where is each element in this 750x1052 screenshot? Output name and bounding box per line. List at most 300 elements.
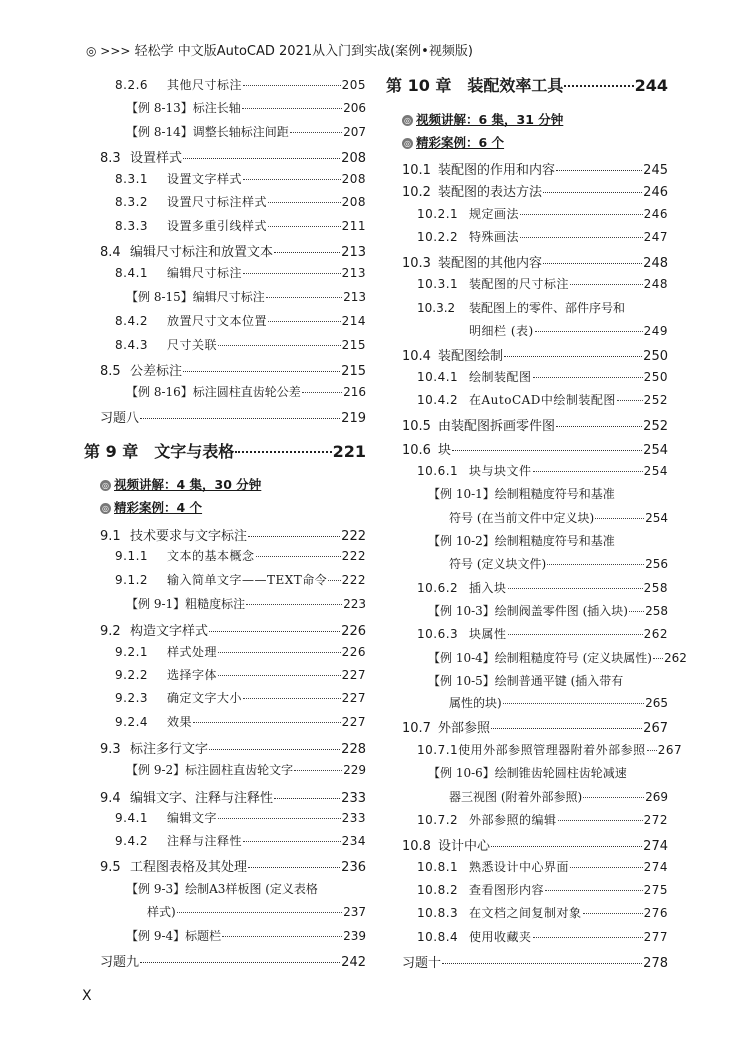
dot-leader: [243, 85, 341, 86]
toc-entry[interactable]: [449, 509, 668, 526]
entry-title: 【例 9-1】粗糙度标注: [126, 597, 246, 611]
toc-entry-line[interactable]: [126, 880, 318, 897]
entry-title: 【例 8-13】标注长轴: [126, 101, 241, 115]
entry-number: 8.5: [100, 364, 121, 379]
entry-page-number: 206: [343, 101, 366, 115]
entry-title: 【例 9-3】绘制A3样板图 (定义表格: [126, 882, 318, 896]
toc-entry[interactable]: [417, 858, 668, 875]
entry-page-number: 208: [341, 195, 366, 209]
entry-page-number: 207: [343, 125, 366, 139]
toc-entry[interactable]: [428, 649, 687, 666]
toc-entry[interactable]: [115, 809, 366, 826]
dot-leader: [140, 418, 340, 419]
entry-title: 效果: [167, 715, 193, 729]
entry-title: 确定文字大小: [167, 691, 243, 705]
toc-entry[interactable]: [449, 694, 668, 711]
video-icon: ◎: [402, 138, 413, 149]
entry-title: 编辑尺寸标注和放置文本: [130, 245, 274, 260]
dot-leader: [653, 658, 663, 659]
toc-entry[interactable]: [115, 689, 366, 706]
entry-number: 8.4: [100, 245, 121, 260]
entry-number: 10.7.2: [417, 813, 459, 827]
entry-page-number: 278: [643, 956, 668, 971]
entry-number: 9.4.2: [115, 834, 149, 848]
toc-entry[interactable]: [417, 811, 668, 828]
toc-entry[interactable]: [417, 462, 668, 479]
toc-entry[interactable]: [402, 717, 668, 736]
entry-title: 文本的基本概念: [167, 549, 255, 563]
dot-leader: [266, 297, 342, 298]
entry-page-number: 256: [645, 557, 668, 571]
toc-entry[interactable]: [115, 264, 366, 281]
entry-title: 其他尺寸标注: [167, 78, 243, 92]
entry-number: 9.1.1: [115, 549, 149, 563]
dot-leader: [503, 703, 644, 704]
entry-number: 10.6.3: [417, 627, 459, 641]
toc-entry[interactable]: [402, 345, 668, 364]
toc-entry[interactable]: [115, 336, 366, 353]
entry-page-number: 226: [341, 624, 366, 639]
entry-number: 10.8.2: [417, 883, 459, 897]
chapter-heading[interactable]: [84, 439, 366, 462]
entry-number: 10.6: [402, 443, 431, 458]
toc-entry[interactable]: [115, 76, 366, 93]
entry-title: 编辑文字、注释与注释性: [130, 791, 274, 806]
entry-page-number: 274: [643, 839, 668, 854]
dot-leader: [617, 400, 643, 401]
entry-page-number: 234: [341, 834, 366, 848]
video-icon: ◎: [100, 480, 111, 491]
toc-entry-line[interactable]: [428, 532, 615, 549]
entry-title: 符号 (在当前文件中定义块): [449, 511, 595, 525]
entry-page-number: 233: [341, 791, 366, 806]
entry-number: 9.4: [100, 791, 121, 806]
entry-number: 8.3.1: [115, 172, 149, 186]
entry-number: 8.4.3: [115, 338, 149, 352]
entry-page-number: 239: [343, 929, 366, 943]
entry-title: 第 9 章 文字与表格: [84, 442, 235, 461]
entry-title: 【例 8-15】编辑尺寸标注: [126, 290, 265, 304]
toc-entry[interactable]: [449, 555, 668, 572]
entry-title: 习题十: [402, 956, 442, 971]
entry-title: 【例 9-4】标题栏: [126, 929, 222, 943]
dot-leader: [520, 214, 643, 215]
dot-leader: [504, 356, 642, 357]
entry-number: 10.8.3: [417, 906, 459, 920]
entry-title: 装配图上的零件、部件序号和: [469, 301, 626, 315]
dot-leader: [533, 377, 643, 378]
entry-number: 10.6.2: [417, 581, 459, 595]
toc-entry[interactable]: [417, 391, 668, 408]
entry-page-number: 228: [341, 742, 366, 757]
entry-title: 装配图的尺寸标注: [469, 277, 570, 291]
dot-leader: [570, 867, 643, 868]
entry-number: 10.8: [402, 839, 431, 854]
entry-page-number: 275: [643, 883, 668, 897]
entry-page-number: 252: [643, 419, 668, 434]
entry-page-number: 267: [643, 721, 668, 736]
entry-number: 8.3.2: [115, 195, 149, 209]
toc-entry[interactable]: [100, 407, 366, 426]
dot-leader: [452, 450, 642, 451]
dot-leader: [290, 132, 342, 133]
toc-entry[interactable]: [126, 99, 366, 116]
entry-title: 块与块文件: [469, 464, 532, 478]
entry-page-number: 248: [643, 277, 668, 291]
toc-entry[interactable]: [417, 228, 668, 245]
entry-title: 由装配图拆画零件图: [438, 419, 556, 434]
entry-title: 选择字体: [167, 668, 218, 682]
entry-page-number: 252: [643, 393, 668, 407]
entry-number: 8.3.3: [115, 219, 149, 233]
badge-text: 精彩案例：6 个: [416, 135, 505, 150]
entry-number: 9.4.1: [115, 811, 149, 825]
entry-number: 10.8.4: [417, 930, 459, 944]
toc-entry[interactable]: [126, 927, 366, 944]
entry-title: 注释与注释性: [167, 834, 243, 848]
toc-entry[interactable]: [402, 439, 668, 458]
entry-title: 【例 10-1】绘制粗糙度符号和基准: [428, 487, 615, 501]
toc-entry[interactable]: [100, 738, 366, 757]
entry-title: 在文档之间复制对象: [469, 906, 582, 920]
toc-entry[interactable]: [417, 881, 668, 898]
toc-entry[interactable]: [417, 904, 668, 921]
dot-leader: [256, 556, 341, 557]
toc-entry[interactable]: [115, 193, 366, 210]
dot-leader: [248, 867, 340, 868]
toc-entry[interactable]: [126, 761, 366, 778]
entry-page-number: 219: [341, 411, 366, 426]
badge-text: 视频讲解：6 集，31 分钟: [416, 112, 564, 127]
toc-entry[interactable]: [115, 571, 366, 588]
entry-number: 10.2.1: [417, 207, 459, 221]
header-title: 轻松学 中文版AutoCAD 2021从入门到实战(案例•视频版): [134, 44, 473, 59]
entry-title: 设置样式: [130, 151, 183, 166]
entry-page-number: 274: [643, 860, 668, 874]
dot-leader: [243, 698, 341, 699]
dot-leader: [140, 962, 340, 963]
dot-leader: [570, 284, 643, 285]
toc-entry[interactable]: [100, 525, 366, 544]
dot-leader: [556, 170, 642, 171]
toc-entry-line[interactable]: [428, 485, 615, 502]
entry-title: 在AutoCAD中绘制装配图: [469, 393, 616, 407]
entry-title: 熟悉设计中心界面: [469, 860, 570, 874]
dot-leader: [564, 85, 633, 87]
dot-leader: [177, 912, 342, 913]
toc-entry[interactable]: [402, 252, 668, 271]
dot-leader: [442, 963, 642, 964]
entry-number: 9.2: [100, 624, 121, 639]
entry-title: 设计中心: [438, 839, 491, 854]
toc-entry[interactable]: [402, 159, 668, 178]
entry-title: 【例 10-5】绘制普通平键 (插入带有: [428, 674, 624, 688]
entry-page-number: 208: [341, 151, 366, 166]
toc-entry[interactable]: [417, 368, 668, 385]
entry-page-number: 246: [643, 185, 668, 200]
entry-page-number: 223: [343, 597, 366, 611]
dot-leader: [543, 192, 642, 193]
toc-entry[interactable]: [402, 181, 668, 200]
entry-title: 技术要求与文字标注: [130, 529, 248, 544]
header-mark: ◎ >>>: [86, 44, 131, 58]
dot-leader: [268, 226, 341, 227]
entry-title: 属性的块): [449, 696, 502, 710]
entry-title: 设置尺寸标注样式: [167, 195, 268, 209]
entry-title: 绘制装配图: [469, 370, 532, 384]
dot-leader: [274, 798, 340, 799]
entry-title: 装配图的表达方法: [438, 185, 543, 200]
dot-leader: [583, 913, 643, 914]
entry-title: 装配图的作用和内容: [438, 163, 556, 178]
toc-entry[interactable]: [126, 595, 366, 612]
entry-page-number: 216: [343, 385, 366, 399]
badge-text: 精彩案例：4 个: [114, 500, 203, 515]
entry-page-number: 214: [341, 314, 366, 328]
entry-title: 习题八: [100, 411, 140, 426]
dot-leader: [556, 426, 642, 427]
entry-page-number: 254: [643, 443, 668, 458]
dot-leader: [508, 588, 643, 589]
dot-leader: [545, 890, 643, 891]
entry-page-number: 250: [643, 349, 668, 364]
toc-entry[interactable]: [100, 620, 366, 639]
toc-entry[interactable]: [115, 666, 366, 683]
toc-entry[interactable]: [469, 322, 668, 339]
dot-leader: [218, 345, 341, 346]
toc-entry[interactable]: [449, 788, 668, 805]
toc-entry[interactable]: [115, 217, 366, 234]
entry-page-number: 215: [341, 338, 366, 352]
toc-entry[interactable]: [115, 547, 366, 564]
entry-title: 器三视图 (附着外部参照): [449, 790, 583, 804]
toc-entry[interactable]: [115, 312, 366, 329]
entry-page-number: 250: [643, 370, 668, 384]
entry-number: 9.3: [100, 742, 121, 757]
toc-entry[interactable]: [126, 123, 366, 140]
entry-page-number: 213: [343, 290, 366, 304]
entry-title: 公差标注: [130, 364, 183, 379]
entry-number: 10.2: [402, 185, 431, 200]
dot-leader: [543, 263, 642, 264]
entry-title: 插入块: [469, 581, 507, 595]
entry-page-number: 277: [643, 930, 668, 944]
dot-leader: [294, 770, 342, 771]
entry-title: 规定画法: [469, 207, 520, 221]
entry-title: 外部参照的编辑: [469, 813, 557, 827]
entry-page-number: 242: [341, 955, 366, 970]
dot-leader: [583, 797, 644, 798]
toc-badge: [100, 475, 261, 493]
entry-page-number: 262: [643, 627, 668, 641]
entry-number: 9.1.2: [115, 573, 149, 587]
toc-entry[interactable]: [100, 241, 366, 260]
toc-entry[interactable]: [417, 928, 668, 945]
entry-page-number: 244: [634, 76, 668, 95]
entry-title: 【例 8-14】调整长轴标注间距: [126, 125, 289, 139]
dot-leader: [209, 631, 340, 632]
entry-title: 装配图的其他内容: [438, 256, 543, 271]
entry-page-number: 237: [343, 905, 366, 919]
dot-leader: [535, 331, 643, 332]
dot-leader: [242, 108, 342, 109]
dot-leader: [268, 321, 341, 322]
entry-title: 【例 10-4】绘制粗糙度符号 (定义块属性): [428, 651, 652, 665]
toc-entry[interactable]: [100, 787, 366, 806]
entry-number: 10.7.1: [417, 743, 459, 757]
entry-title: 放置尺寸文本位置: [167, 314, 268, 328]
dot-leader: [274, 252, 340, 253]
entry-title: 编辑文字: [167, 811, 218, 825]
entry-page-number: 276: [643, 906, 668, 920]
toc-entry[interactable]: [147, 903, 366, 920]
entry-title: 构造文字样式: [130, 624, 209, 639]
entry-title: 标注多行文字: [130, 742, 209, 757]
toc-entry[interactable]: [100, 147, 366, 166]
toc-badge: [402, 133, 504, 151]
toc-entry[interactable]: [417, 205, 668, 222]
entry-number: 8.2.6: [115, 78, 149, 92]
toc-entry[interactable]: [417, 579, 668, 596]
toc-entry[interactable]: [402, 415, 668, 434]
entry-title: 块: [438, 443, 452, 458]
entry-page-number: 222: [341, 573, 366, 587]
entry-page-number: 258: [643, 581, 668, 595]
toc-badge: [100, 498, 202, 516]
entry-title: 块属性: [469, 627, 507, 641]
dot-leader: [246, 604, 342, 605]
entry-page-number: 211: [341, 219, 366, 233]
entry-title: 编辑尺寸标注: [167, 266, 243, 280]
entry-page-number: 222: [341, 529, 366, 544]
entry-number: 10.3.2: [417, 301, 456, 315]
entry-number: 10.7: [402, 721, 431, 736]
entry-title: 第 10 章 装配效率工具: [386, 76, 564, 95]
dot-leader: [533, 471, 643, 472]
page-number: X: [82, 988, 92, 1004]
entry-page-number: 249: [643, 324, 668, 338]
entry-page-number: 208: [341, 172, 366, 186]
entry-number: 8.3: [100, 151, 121, 166]
entry-title: 尺寸关联: [167, 338, 218, 352]
toc-entry[interactable]: [428, 602, 668, 619]
page-header: [86, 40, 473, 59]
dot-leader: [243, 841, 341, 842]
entry-number: 10.3: [402, 256, 431, 271]
entry-title: 【例 9-2】标注圆柱直齿轮文字: [126, 763, 294, 777]
dot-leader: [491, 728, 642, 729]
toc-entry[interactable]: [115, 713, 366, 730]
entry-page-number: 267: [657, 743, 683, 757]
entry-title: 明细栏 (表): [469, 324, 534, 338]
entry-page-number: 205: [341, 78, 366, 92]
entry-page-number: 213: [341, 266, 366, 280]
video-icon: ◎: [402, 115, 413, 126]
entry-page-number: 222: [341, 549, 366, 563]
dot-leader: [193, 722, 341, 723]
entry-number: 9.2.4: [115, 715, 149, 729]
toc-entry-line[interactable]: [428, 672, 623, 689]
entry-page-number: 229: [343, 763, 366, 777]
toc-entry[interactable]: [100, 856, 366, 875]
entry-title: 使用收藏夹: [469, 930, 532, 944]
dot-leader: [508, 634, 643, 635]
entry-page-number: 248: [643, 256, 668, 271]
toc-entry[interactable]: [115, 832, 366, 849]
entry-number: 9.1: [100, 529, 121, 544]
toc-entry-line[interactable]: [428, 764, 627, 781]
entry-page-number: 233: [341, 811, 366, 825]
dot-leader: [218, 818, 341, 819]
dot-leader: [243, 273, 341, 274]
dot-leader: [328, 580, 340, 581]
entry-number: 9.2.3: [115, 691, 149, 705]
dot-leader: [647, 750, 657, 751]
entry-title: 【例 10-6】绘制锥齿轮圆柱齿轮减速: [428, 766, 627, 780]
toc-badge: [402, 110, 563, 128]
entry-number: 10.3.1: [417, 277, 459, 291]
dot-leader: [547, 564, 644, 565]
entry-number: 9.5: [100, 860, 121, 875]
entry-page-number: 213: [341, 245, 366, 260]
entry-page-number: 236: [341, 860, 366, 875]
toc-entry[interactable]: [417, 741, 683, 758]
entry-number: 10.6.1: [417, 464, 459, 478]
toc-entry[interactable]: [100, 360, 366, 379]
dot-leader: [218, 675, 341, 676]
entry-title: 查看图形内容: [469, 883, 545, 897]
dot-leader: [491, 846, 642, 847]
entry-page-number: 258: [645, 604, 668, 618]
entry-title: 装配图绘制: [438, 349, 504, 364]
dot-leader: [520, 237, 643, 238]
toc-entry[interactable]: [115, 643, 366, 660]
dot-leader: [629, 611, 644, 612]
toc-entry[interactable]: [126, 383, 366, 400]
entry-title: 设置文字样式: [167, 172, 243, 186]
entry-number: 10.8.1: [417, 860, 459, 874]
toc-entry-line[interactable]: [417, 299, 625, 316]
dot-leader: [183, 371, 340, 372]
toc-entry[interactable]: [126, 288, 366, 305]
entry-page-number: 262: [663, 651, 687, 665]
entry-number: 10.2.2: [417, 230, 459, 244]
entry-title: 习题九: [100, 955, 140, 970]
entry-page-number: 227: [341, 715, 366, 729]
toc-entry[interactable]: [402, 835, 668, 854]
toc-entry[interactable]: [100, 951, 366, 970]
toc-entry[interactable]: [417, 275, 668, 292]
entry-title: 外部参照: [438, 721, 491, 736]
dot-leader: [558, 820, 643, 821]
entry-number: 9.2.1: [115, 645, 149, 659]
entry-title: 工程图表格及其处理: [130, 860, 248, 875]
dot-leader: [533, 937, 643, 938]
entry-title: 符号 (定义块文件): [449, 557, 547, 571]
dot-leader: [248, 536, 340, 537]
entry-page-number: 254: [643, 464, 668, 478]
toc-entry[interactable]: [417, 625, 668, 642]
entry-title: 输入简单文字——TEXT命令: [167, 573, 328, 587]
entry-number: 9.2.2: [115, 668, 149, 682]
entry-page-number: 226: [341, 645, 366, 659]
entry-number: 10.4.2: [417, 393, 459, 407]
entry-number: 10.4.1: [417, 370, 459, 384]
chapter-heading[interactable]: [386, 73, 668, 96]
toc-entry[interactable]: [115, 170, 366, 187]
entry-page-number: 246: [643, 207, 668, 221]
toc-entry[interactable]: [402, 952, 668, 971]
